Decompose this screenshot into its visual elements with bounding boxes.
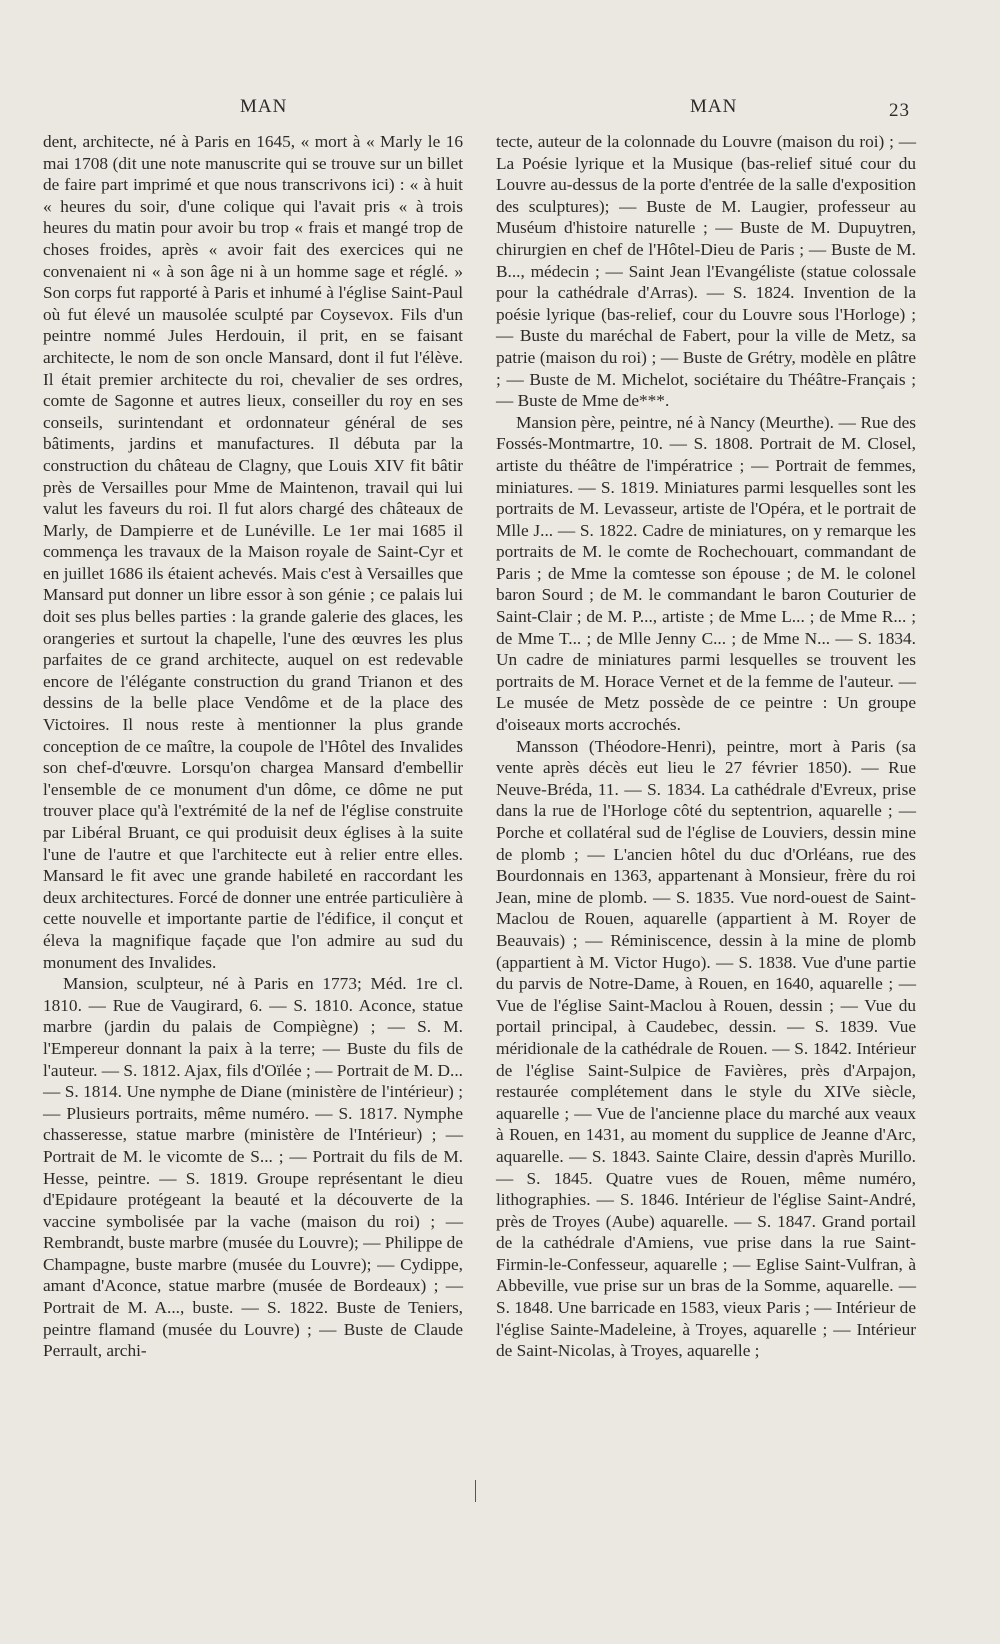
entry-mansard-continued: dent, architecte, né à Paris en 1645, « mort à « Marly le 16 mai 1708 (dit une note manuscrite qui se trouve sur un billet de faire part imprimé et que nous transcrivons ici) : « à huit « heures du soir, d'une colique qui l'avait pris « à trois heures du matin pour avoir bu trop « frais et mangé trop de choses froides, après « avoir fait des exercices qui ne convenaient ni « à son âge ni à un homme sage et réglé. » Son corps fut rapporté à Paris et inhumé à l'église Saint-Paul où fut élevé un mausolée sculpté par Coysevox. Fils d'un peintre nommé Jules Herdouin, il prit, en se faisant architecte, le nom de son oncle Mansard, dont il fut l'élève. Il était premier architecte du roi, chevalier de ses ordres, comte de Sagonne et autres lieux, conseiller du roy en ses conseils, surintendant et ordonnateur général de ses bâtiments, jardins et manufactures. Il débuta par la construction du château de Clagny, que Louis XIV fit bâtir près de Versailles pour Mme de Maintenon, travail qui lui valut les faveurs du roi. Il fut alors chargé des châteaux de Marly, de Dampierre et de Lunéville. Le 1er mai 1685 il commença les travaux de la Maison royale de Saint-Cyr et en juillet 1686 ils étaient achevés. Mais c'est à Versailles que Mansard put donner un libre essor à son génie ; ce palais lui doit ses plus belles parties : la grande galerie des glaces, les orangeries et surtout la chapelle, l'une des œuvres les plus parfaites de ce grand architecte, auquel on est redevable encore de l'élégante construction du grand Trianon et des dessins de la belle place Vendôme et de la place des Victoires. Il nous reste à mentionner la plus grande conception de ce maître, la coupole de l'Hôtel des Invalides son chef-d'œuvre. Lorsqu'on chargea Mansard d'embellir l'ensemble de ce monument d'un dôme, ce dôme ne put trouver place qu'à l'extrémité de la nef de l'église construite par Libéral Bruant, ce qui produisit deux églises à la suite l'une de l'autre et que l'architecte eut à relier entre elles. Mansard le fit avec une grande habileté en raccordant les deux architectures. Forcé de donner une entrée particulière à cette nouvelle et importante partie de l'édifice, il conçut et éleva la magnifique façade que l'on admire au sud du monument des Invalides. — [43, 132, 463, 972]
right-column — [496, 131, 916, 1362]
entry-mansion-continued: tecte, auteur de la colonnade du Louvre (maison du roi) ; — La Poésie lyrique et la Musique (bas-relief situé cour du Louvre au-dessus de la porte d'entrée de la salle d'exposition des sculptures); — Buste de M. Laugier, professeur au Muséum d'histoire naturelle ; — Buste de M. Dupuytren, chirurgien en chef de l'Hôtel-Dieu de Paris ; — Buste de M. B..., médecin ; — Saint Jean l'Evangéliste (statue colossale pour la cathédrale d'Arras). — S. 1824. Invention de la poésie lyrique (bas-relief, cour du Louvre sous l'Horloge) ; — Buste du maréchal de Fabert, pour la ville de Metz, sa patrie (maison du roi) ; — Buste de Grétry, modèle en plâtre ; — Buste de M. Michelot, sociétaire du Théâtre-Français ; — Buste de Mme de***. — [496, 132, 916, 411]
entry-mansion-sculpteur: Mansion, sculpteur, né à Paris en 1773; Méd. 1re cl. 1810. — Rue de Vaugirard, 6. — S. 1810. Aconce, statue marbre (jardin du palais de Compiègne) ; — S. M. l'Empereur donnant la paix à la terre; — Buste du fils de l'auteur. — S. 1812. Ajax, fils d'Oïlée ; — Portrait de M. D... — S. 1814. Une nymphe de Diane (ministère de l'intérieur) ; — Plusieurs portraits, même numéro. — S. 1817. Nymphe chasseresse, statue marbre (ministère de l'Intérieur) ; — Portrait de M. le vicomte de S... ; — Portrait du fils de M. Hesse, peintre. — S. 1819. Groupe représentant le dieu d'Epidaure protégeant la beauté et la découverte de la vaccine symbolisée par la vache (maison du roi) ; — Rembrandt, buste marbre (musée du Louvre); — Philippe de Champagne, buste marbre (musée du Louvre); — Cydippe, amant d'Aconce, statue marbre (musée de Bordeaux) ; — Portrait de M. A..., buste. — S. 1822. Buste de Teniers, peintre flamand (musée du Louvre) ; — Buste de Claude Perrault, archi- — [43, 974, 463, 1361]
left-running-head: MAN — [240, 96, 288, 117]
page-number: 23 — [889, 100, 910, 121]
left-column — [43, 131, 463, 1362]
entry-mansion-pere: Mansion père, peintre, né à Nancy (Meurthe). — Rue des Fossés-Montmartre, 10. — S. 1808. Portrait de M. Closel, artiste du théâtre de l'impératrice ; — Portrait de femmes, miniatures. — S. 1819. Miniatures parmi lesquelles sont les portraits de M. Levasseur, artiste de l'Opéra, et le portrait de Mlle J... — S. 1822. Cadre de miniatures, on y remarque les portraits de M. le comte de Rochechouart, commandant de Paris ; de Mme la comtesse son épouse ; de M. le colonel baron Sourd ; de M. le commandant le baron Couturier de Saint-Clair ; de M. P..., artiste ; de Mme L... ; de Mme R... ; de Mme T... ; de Mlle Jenny C... ; de Mme N... — S. 1834. Un cadre de miniatures parmi lesquelles se trouvent les portraits de M. Horace Vernet et de la femme de l'auteur. — Le musée de Metz possède de ce peintre : Un groupe d'oiseaux morts accrochés. — [496, 412, 916, 735]
column-divider — [475, 1480, 476, 1502]
entry-mansson: Mansson (Théodore-Henri), peintre, mort à Paris (sa vente après décès eut lieu le 27 février 1850). — Rue Neuve-Bréda, 11. — S. 1834. La cathédrale d'Evreux, prise dans la rue de l'Horloge côté du septentrion, aquarelle ; — Porche et collatéral sud de l'église de Louviers, dessin mine de plomb ; — L'ancien hôtel du duc d'Orléans, rue des Bourdonnais en 1363, appartenant à Monsieur, frère du roi Jean, mine de plomb. — S. 1835. Vue nord-ouest de Saint-Maclou de Rouen, aquarelle (appartient à M. Royer de Beauvais) ; — Réminiscence, dessin à la mine de plomb (appartient à M. Victor Hugo). — S. 1838. Vue d'une partie du parvis de Notre-Dame, à Rouen, en 1640, aquarelle ; — Vue de l'église Saint-Maclou à Rouen, dessin ; — Vue du portail principal, à Caudebec, dessin. — S. 1839. Vue méridionale de la cathédrale de Rouen. — S. 1842. Intérieur de l'église Saint-Sulpice de Favières, près d'Arpajon, restaurée complétement dans le style du XIVe siècle, aquarelle ; — Vue de l'ancienne place du marché aux veaux à Rouen, en 1431, au moment du supplice de Jeanne d'Arc, aquarelle. — S. 1843. Sainte Claire, dessin d'après Murillo. — S. 1845. Quatre vues de Rouen, même numéro, lithographies. — S. 1846. Intérieur de l'église Saint-André, près de Troyes (Aube) aquarelle. — S. 1847. Grand portail de la cathédrale d'Amiens, vue prise dans la rue Saint-Firmin-le-Confesseur, aquarelle ; — Eglise Saint-Vulfran, à Abbeville, vue prise sur un bras de la Somme, aquarelle. — S. 1848. Une barricade en 1583, vieux Paris ; — Intérieur de l'église Sainte-Madeleine, à Troyes, aquarelle ; — Intérieur de Saint-Nicolas, à Troyes, aquarelle ; — [496, 736, 916, 1361]
right-running-head: MAN — [690, 96, 738, 117]
